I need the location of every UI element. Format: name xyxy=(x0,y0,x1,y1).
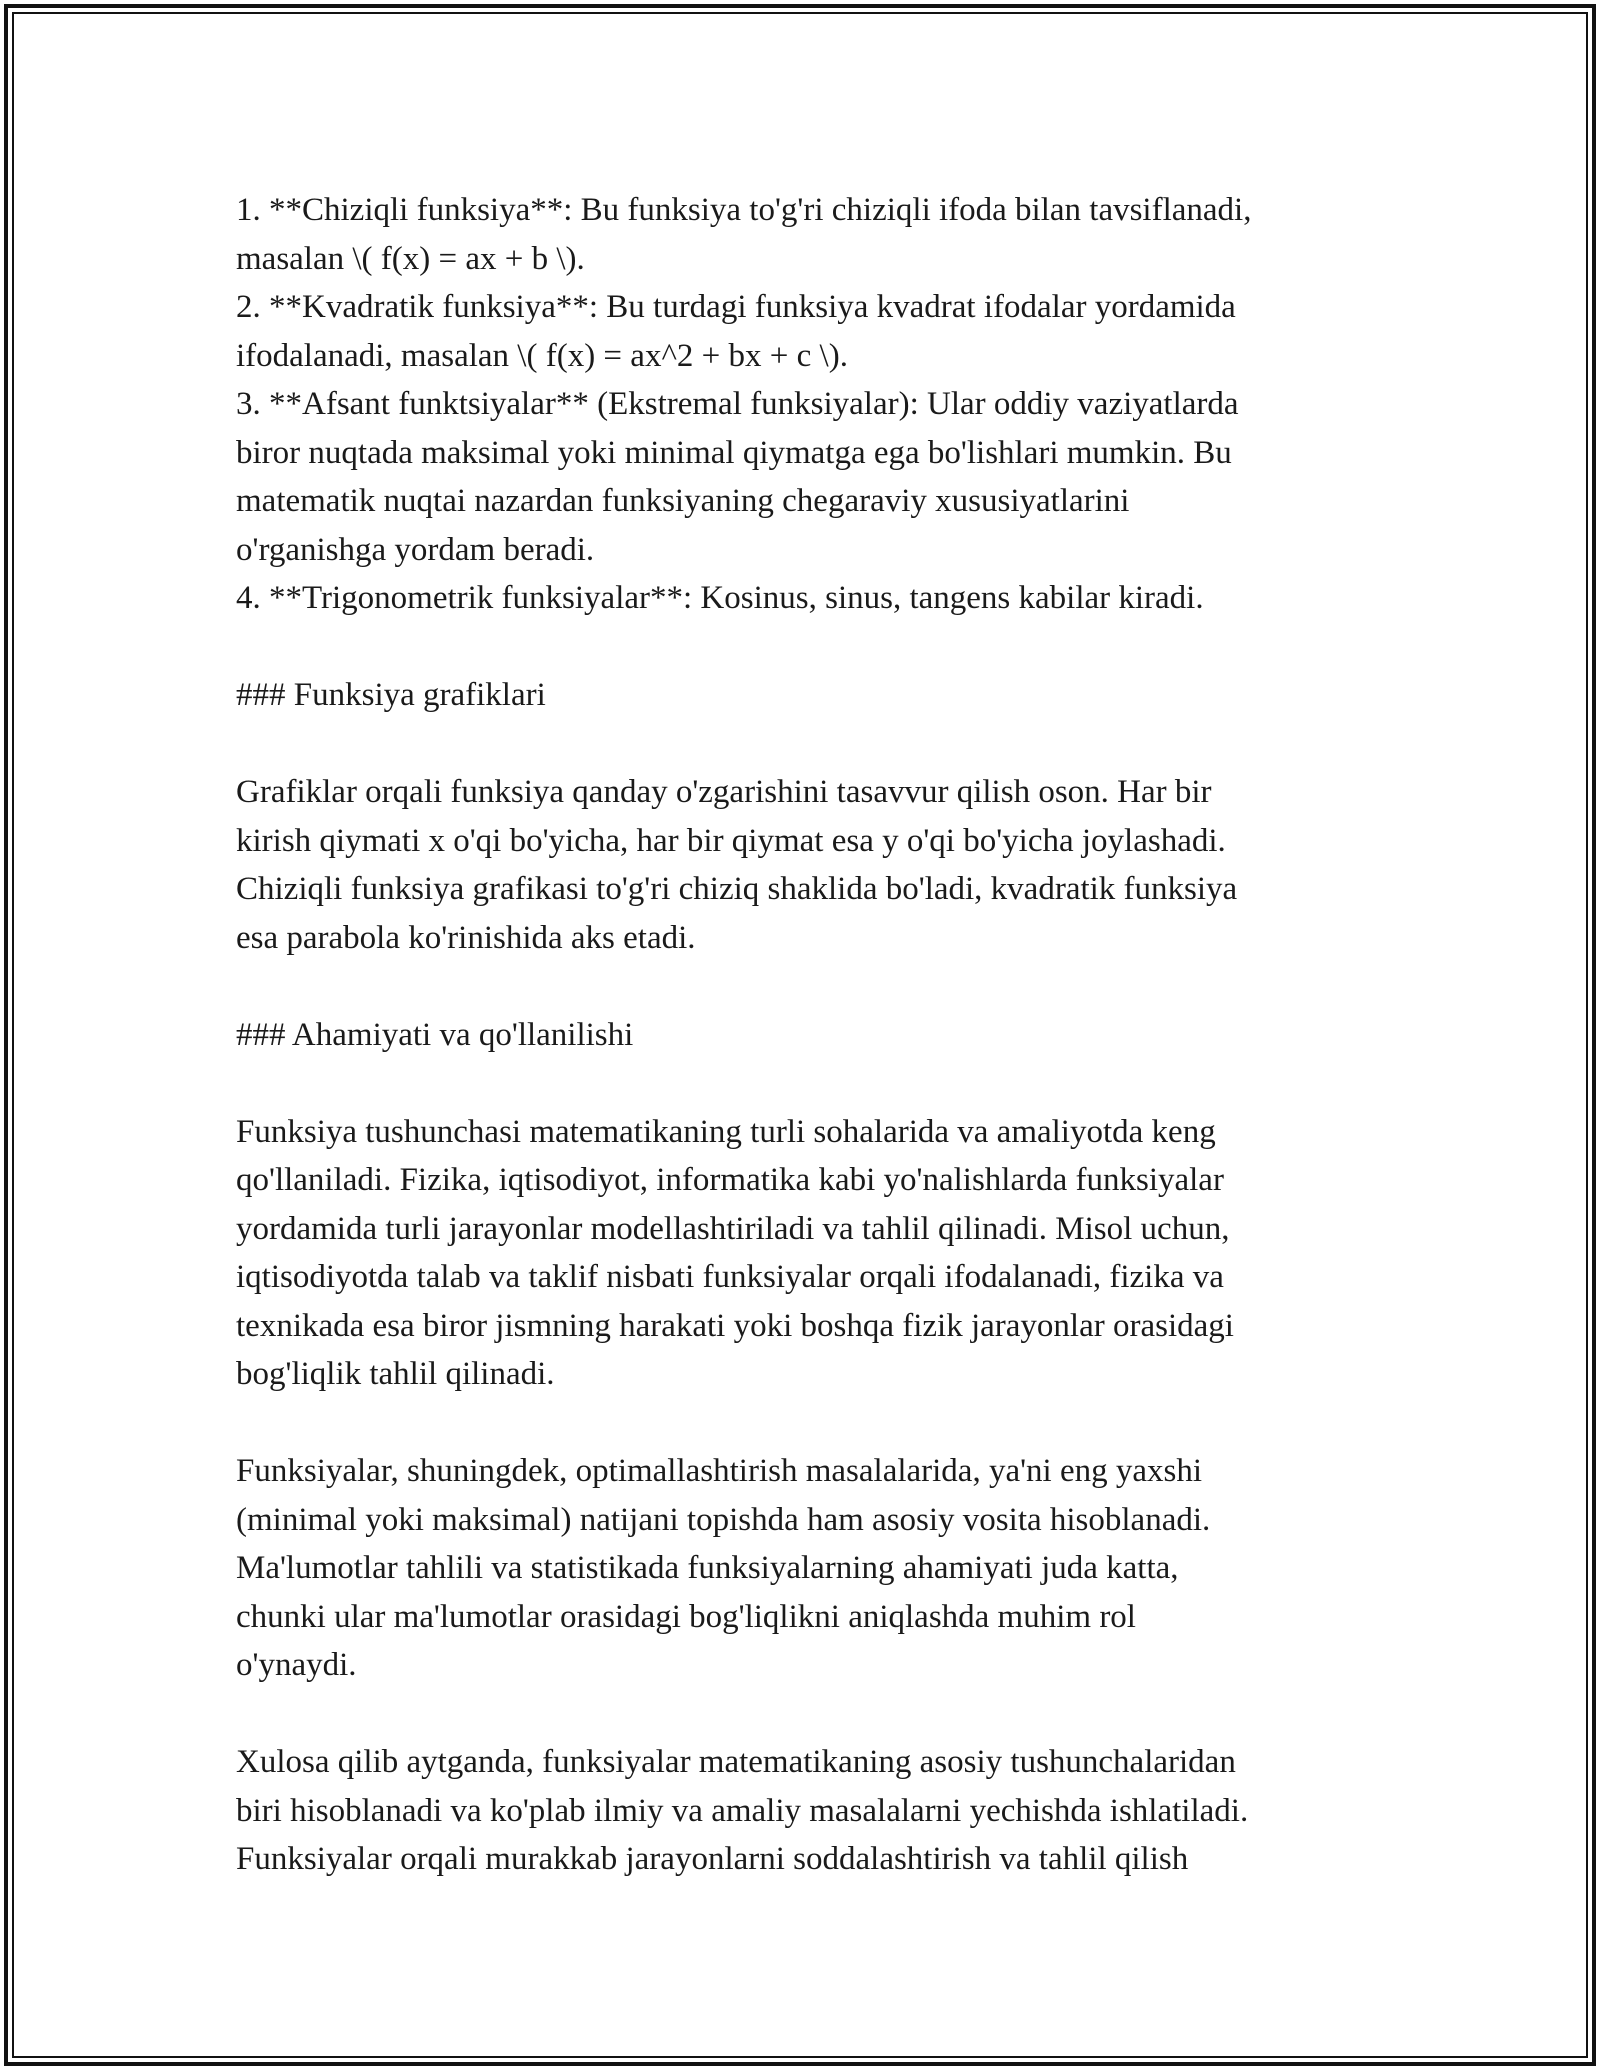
list-line: 1. **Chiziqli funksiya**: Bu funksiya to'g'ri chiziqli ifoda bilan tavsiflanadi, xyxy=(236,192,1252,228)
paragraph-line: qo'llaniladi. Fizika, iqtisodiyot, informatika kabi yo'nalishlarda funksiyalar xyxy=(236,1162,1224,1198)
paragraph-line: Funksiyalar, shuningdek, optimallashtirish masalalarida, ya'ni eng yaxshi xyxy=(236,1453,1203,1489)
paragraph-line: o'ynaydi. xyxy=(236,1647,357,1683)
paragraph-line: Chiziqli funksiya grafikasi to'g'ri chiziq shaklida bo'ladi, kvadratik funksiya xyxy=(236,871,1238,907)
list-line: matematik nuqtai nazardan funksiyaning chegaraviy xususiyatlarini xyxy=(236,483,1130,519)
document-body xyxy=(236,186,1406,1884)
paragraph-line: kirish qiymati x o'qi bo'yicha, har bir qiymat esa y o'qi bo'yicha joylashadi. xyxy=(236,822,1226,859)
paragraph-optimization xyxy=(236,1447,1406,1690)
paragraph-line: Funksiyalar orqali murakkab jarayonlarni soddalashtirish va tahlil qilish xyxy=(236,1841,1189,1877)
function-types-list xyxy=(236,186,1406,623)
paragraph-line: Funksiya tushunchasi matematikaning turli sohalarida va amaliyotda keng xyxy=(236,1113,1216,1150)
paragraph-conclusion xyxy=(236,1738,1406,1884)
paragraph-line: yordamida turli jarayonlar modellashtiriladi va tahlil qilinadi. Misol uchun, xyxy=(236,1210,1230,1247)
paragraph-line: (minimal yoki maksimal) natijani topishda ham asosiy vosita hisoblanadi. xyxy=(236,1501,1211,1538)
paragraph-line: Grafiklar orqali funksiya qanday o'zgarishini tasavvur qilish oson. Har bir xyxy=(236,774,1212,810)
paragraph-line: Xulosa qilib aytganda, funksiyalar matematikaning asosiy tushunchalaridan xyxy=(236,1744,1236,1780)
paragraph-line: biri hisoblanadi va ko'plab ilmiy va amaliy masalalarni yechishda ishlatiladi. xyxy=(236,1792,1249,1829)
list-line: 2. **Kvadratik funksiya**: Bu turdagi funksiya kvadrat ifodalar yordamida xyxy=(236,289,1236,325)
list-line: 4. **Trigonometrik funksiyalar**: Kosinus, sinus, tangens kabilar kiradi. xyxy=(236,580,1204,616)
list-line: masalan \( f(x) = ax + b \). xyxy=(236,240,585,277)
paragraph-importance xyxy=(236,1108,1406,1399)
paragraph-graphs xyxy=(236,768,1406,962)
paragraph-line: bog'liqlik tahlil qilinadi. xyxy=(236,1356,555,1392)
paragraph-line: texnikada esa biror jismning harakati yoki boshqa fizik jarayonlar orasidagi xyxy=(236,1307,1234,1344)
paragraph-line: chunki ular ma'lumotlar orasidagi bog'liqlikni aniqlashda muhim rol xyxy=(236,1598,1136,1635)
list-line: ifodalanadi, masalan \( f(x) = ax^2 + bx + c \). xyxy=(236,337,848,374)
paragraph-line: esa parabola ko'rinishida aks etadi. xyxy=(236,919,696,956)
paragraph-line: iqtisodiyotda talab va taklif nisbati funksiyalar orqali ifodalanadi, fizika va xyxy=(236,1259,1224,1295)
paragraph-line: Ma'lumotlar tahlili va statistikada funksiyalarning ahamiyati juda katta, xyxy=(236,1550,1179,1586)
section-heading-importance: ### Ahamiyati va qo'llanilishi xyxy=(236,1016,634,1053)
section-heading-graphs: ### Funksiya grafiklari xyxy=(236,677,546,713)
list-line: o'rganishga yordam beradi. xyxy=(236,531,595,568)
list-line: 3. **Afsant funktsiyalar** (Ekstremal funksiyalar): Ular oddiy vaziyatlarda xyxy=(236,386,1239,422)
list-line: biror nuqtada maksimal yoki minimal qiymatga ega bo'lishlari mumkin. Bu xyxy=(236,434,1232,471)
